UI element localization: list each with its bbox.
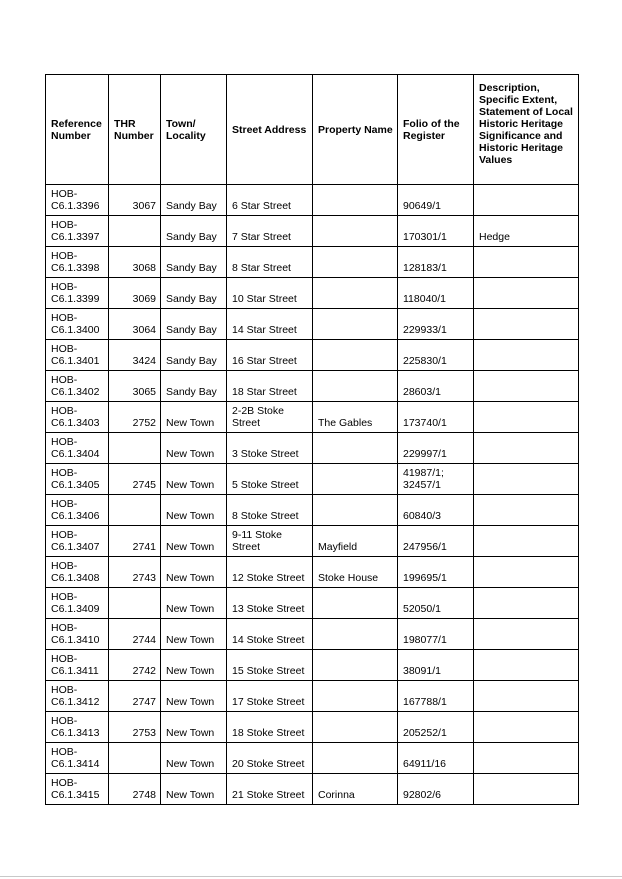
cell-thr-number: 2752 [109, 402, 161, 433]
cell-property-name: Stoke House [313, 557, 398, 588]
cell-property-name [313, 650, 398, 681]
cell-thr-number: 2745 [109, 464, 161, 495]
table-body [46, 185, 579, 805]
cell-street-address: 18 Star Street [227, 371, 313, 402]
cell-property-name [313, 216, 398, 247]
cell-description [474, 433, 579, 464]
cell-reference-number: HOB-C6.1.3414 [46, 743, 109, 774]
cell-folio: 118040/1 [398, 278, 474, 309]
table-row [46, 464, 579, 495]
cell-thr-number: 2742 [109, 650, 161, 681]
cell-description [474, 681, 579, 712]
cell-folio: 52050/1 [398, 588, 474, 619]
cell-town-locality: Sandy Bay [161, 309, 227, 340]
cell-street-address: 7 Star Street [227, 216, 313, 247]
cell-folio: 64911/16 [398, 743, 474, 774]
cell-street-address: 16 Star Street [227, 340, 313, 371]
cell-description [474, 371, 579, 402]
cell-town-locality: New Town [161, 433, 227, 464]
cell-property-name [313, 371, 398, 402]
cell-property-name [313, 433, 398, 464]
cell-property-name [313, 309, 398, 340]
cell-property-name: Mayfield [313, 526, 398, 557]
cell-property-name [313, 464, 398, 495]
cell-property-name [313, 278, 398, 309]
cell-folio: 247956/1 [398, 526, 474, 557]
cell-folio: 60840/3 [398, 495, 474, 526]
cell-description [474, 464, 579, 495]
cell-town-locality: New Town [161, 495, 227, 526]
table-row [46, 495, 579, 526]
cell-street-address: 20 Stoke Street [227, 743, 313, 774]
cell-thr-number: 3068 [109, 247, 161, 278]
cell-street-address: 13 Stoke Street [227, 588, 313, 619]
cell-folio: 38091/1 [398, 650, 474, 681]
table-row [46, 185, 579, 216]
cell-thr-number: 2744 [109, 619, 161, 650]
cell-reference-number: HOB-C6.1.3407 [46, 526, 109, 557]
cell-town-locality: Sandy Bay [161, 371, 227, 402]
cell-folio: 199695/1 [398, 557, 474, 588]
cell-description [474, 588, 579, 619]
cell-folio: 173740/1 [398, 402, 474, 433]
cell-street-address: 12 Stoke Street [227, 557, 313, 588]
cell-street-address: 2-2B Stoke Street [227, 402, 313, 433]
cell-town-locality: Sandy Bay [161, 247, 227, 278]
cell-reference-number: HOB-C6.1.3402 [46, 371, 109, 402]
header-thr-number: THR Number [109, 75, 161, 185]
cell-street-address: 9-11 Stoke Street [227, 526, 313, 557]
cell-description: Hedge [474, 216, 579, 247]
cell-folio: 128183/1 [398, 247, 474, 278]
page-bottom-divider [0, 876, 622, 877]
table-row [46, 402, 579, 433]
cell-thr-number: 2747 [109, 681, 161, 712]
cell-description [474, 619, 579, 650]
table-row [46, 619, 579, 650]
table-row [46, 712, 579, 743]
cell-property-name [313, 185, 398, 216]
cell-street-address: 5 Stoke Street [227, 464, 313, 495]
cell-description [474, 557, 579, 588]
cell-reference-number: HOB-C6.1.3401 [46, 340, 109, 371]
cell-description [474, 247, 579, 278]
cell-town-locality: New Town [161, 712, 227, 743]
cell-street-address: 8 Stoke Street [227, 495, 313, 526]
cell-street-address: 14 Star Street [227, 309, 313, 340]
cell-thr-number [109, 495, 161, 526]
cell-description [474, 743, 579, 774]
cell-property-name [313, 588, 398, 619]
cell-description [474, 402, 579, 433]
cell-reference-number: HOB-C6.1.3412 [46, 681, 109, 712]
cell-reference-number: HOB-C6.1.3408 [46, 557, 109, 588]
header-folio: Folio of the Register [398, 75, 474, 185]
cell-reference-number: HOB-C6.1.3404 [46, 433, 109, 464]
table-row [46, 588, 579, 619]
table-row [46, 743, 579, 774]
cell-town-locality: New Town [161, 681, 227, 712]
cell-folio: 198077/1 [398, 619, 474, 650]
table-row [46, 557, 579, 588]
cell-thr-number: 2753 [109, 712, 161, 743]
cell-description [474, 526, 579, 557]
cell-street-address: 14 Stoke Street [227, 619, 313, 650]
header-row [46, 75, 579, 185]
cell-property-name [313, 619, 398, 650]
cell-property-name [313, 681, 398, 712]
table-row [46, 774, 579, 805]
cell-thr-number: 3069 [109, 278, 161, 309]
header-property-name: Property Name [313, 75, 398, 185]
cell-folio: 92802/6 [398, 774, 474, 805]
cell-thr-number [109, 588, 161, 619]
cell-description [474, 495, 579, 526]
cell-property-name [313, 495, 398, 526]
table-row [46, 216, 579, 247]
cell-property-name [313, 712, 398, 743]
cell-thr-number: 3067 [109, 185, 161, 216]
cell-town-locality: New Town [161, 619, 227, 650]
cell-street-address: 6 Star Street [227, 185, 313, 216]
cell-reference-number: HOB-C6.1.3396 [46, 185, 109, 216]
cell-town-locality: New Town [161, 588, 227, 619]
cell-folio: 170301/1 [398, 216, 474, 247]
cell-folio: 90649/1 [398, 185, 474, 216]
table-row [46, 681, 579, 712]
cell-reference-number: HOB-C6.1.3410 [46, 619, 109, 650]
cell-reference-number: HOB-C6.1.3405 [46, 464, 109, 495]
cell-property-name [313, 340, 398, 371]
cell-town-locality: New Town [161, 774, 227, 805]
cell-town-locality: New Town [161, 743, 227, 774]
cell-folio: 41987/1; 32457/1 [398, 464, 474, 495]
cell-town-locality: Sandy Bay [161, 185, 227, 216]
cell-thr-number: 2748 [109, 774, 161, 805]
cell-thr-number [109, 216, 161, 247]
header-street-address: Street Address [227, 75, 313, 185]
table-row [46, 340, 579, 371]
table-row [46, 309, 579, 340]
cell-reference-number: HOB-C6.1.3399 [46, 278, 109, 309]
cell-folio: 229933/1 [398, 309, 474, 340]
cell-thr-number [109, 743, 161, 774]
cell-town-locality: Sandy Bay [161, 340, 227, 371]
header-reference-number: Reference Number [46, 75, 109, 185]
cell-thr-number: 2743 [109, 557, 161, 588]
table-row [46, 650, 579, 681]
cell-reference-number: HOB-C6.1.3413 [46, 712, 109, 743]
cell-street-address: 10 Star Street [227, 278, 313, 309]
cell-reference-number: HOB-C6.1.3411 [46, 650, 109, 681]
cell-property-name [313, 247, 398, 278]
cell-reference-number: HOB-C6.1.3397 [46, 216, 109, 247]
cell-folio: 229997/1 [398, 433, 474, 464]
cell-folio: 225830/1 [398, 340, 474, 371]
table-header [46, 75, 579, 185]
cell-property-name: Corinna [313, 774, 398, 805]
cell-description [474, 340, 579, 371]
cell-folio: 28603/1 [398, 371, 474, 402]
heritage-register-table [45, 74, 579, 805]
cell-town-locality: New Town [161, 650, 227, 681]
header-town-locality: Town/ Locality [161, 75, 227, 185]
cell-street-address: 15 Stoke Street [227, 650, 313, 681]
cell-property-name: The Gables [313, 402, 398, 433]
cell-property-name [313, 743, 398, 774]
cell-reference-number: HOB-C6.1.3409 [46, 588, 109, 619]
table-row [46, 433, 579, 464]
cell-reference-number: HOB-C6.1.3403 [46, 402, 109, 433]
cell-town-locality: New Town [161, 526, 227, 557]
cell-town-locality: New Town [161, 464, 227, 495]
cell-town-locality: New Town [161, 557, 227, 588]
cell-town-locality: Sandy Bay [161, 278, 227, 309]
cell-street-address: 21 Stoke Street [227, 774, 313, 805]
cell-folio: 167788/1 [398, 681, 474, 712]
cell-thr-number: 3424 [109, 340, 161, 371]
table-row [46, 247, 579, 278]
table-row [46, 371, 579, 402]
cell-reference-number: HOB-C6.1.3398 [46, 247, 109, 278]
cell-reference-number: HOB-C6.1.3400 [46, 309, 109, 340]
cell-street-address: 3 Stoke Street [227, 433, 313, 464]
cell-thr-number: 3065 [109, 371, 161, 402]
cell-description [474, 774, 579, 805]
cell-street-address: 17 Stoke Street [227, 681, 313, 712]
cell-description [474, 185, 579, 216]
cell-town-locality: New Town [161, 402, 227, 433]
table-row [46, 278, 579, 309]
header-description: Description, Specific Extent, Statement of Local Historic Heritage Significance and Historic Heritage Values [474, 75, 579, 185]
cell-street-address: 18 Stoke Street [227, 712, 313, 743]
cell-description [474, 712, 579, 743]
table-row [46, 526, 579, 557]
cell-town-locality: Sandy Bay [161, 216, 227, 247]
cell-thr-number: 3064 [109, 309, 161, 340]
cell-reference-number: HOB-C6.1.3406 [46, 495, 109, 526]
cell-thr-number [109, 433, 161, 464]
cell-thr-number: 2741 [109, 526, 161, 557]
cell-description [474, 650, 579, 681]
cell-folio: 205252/1 [398, 712, 474, 743]
cell-reference-number: HOB-C6.1.3415 [46, 774, 109, 805]
cell-description [474, 309, 579, 340]
cell-description [474, 278, 579, 309]
cell-street-address: 8 Star Street [227, 247, 313, 278]
